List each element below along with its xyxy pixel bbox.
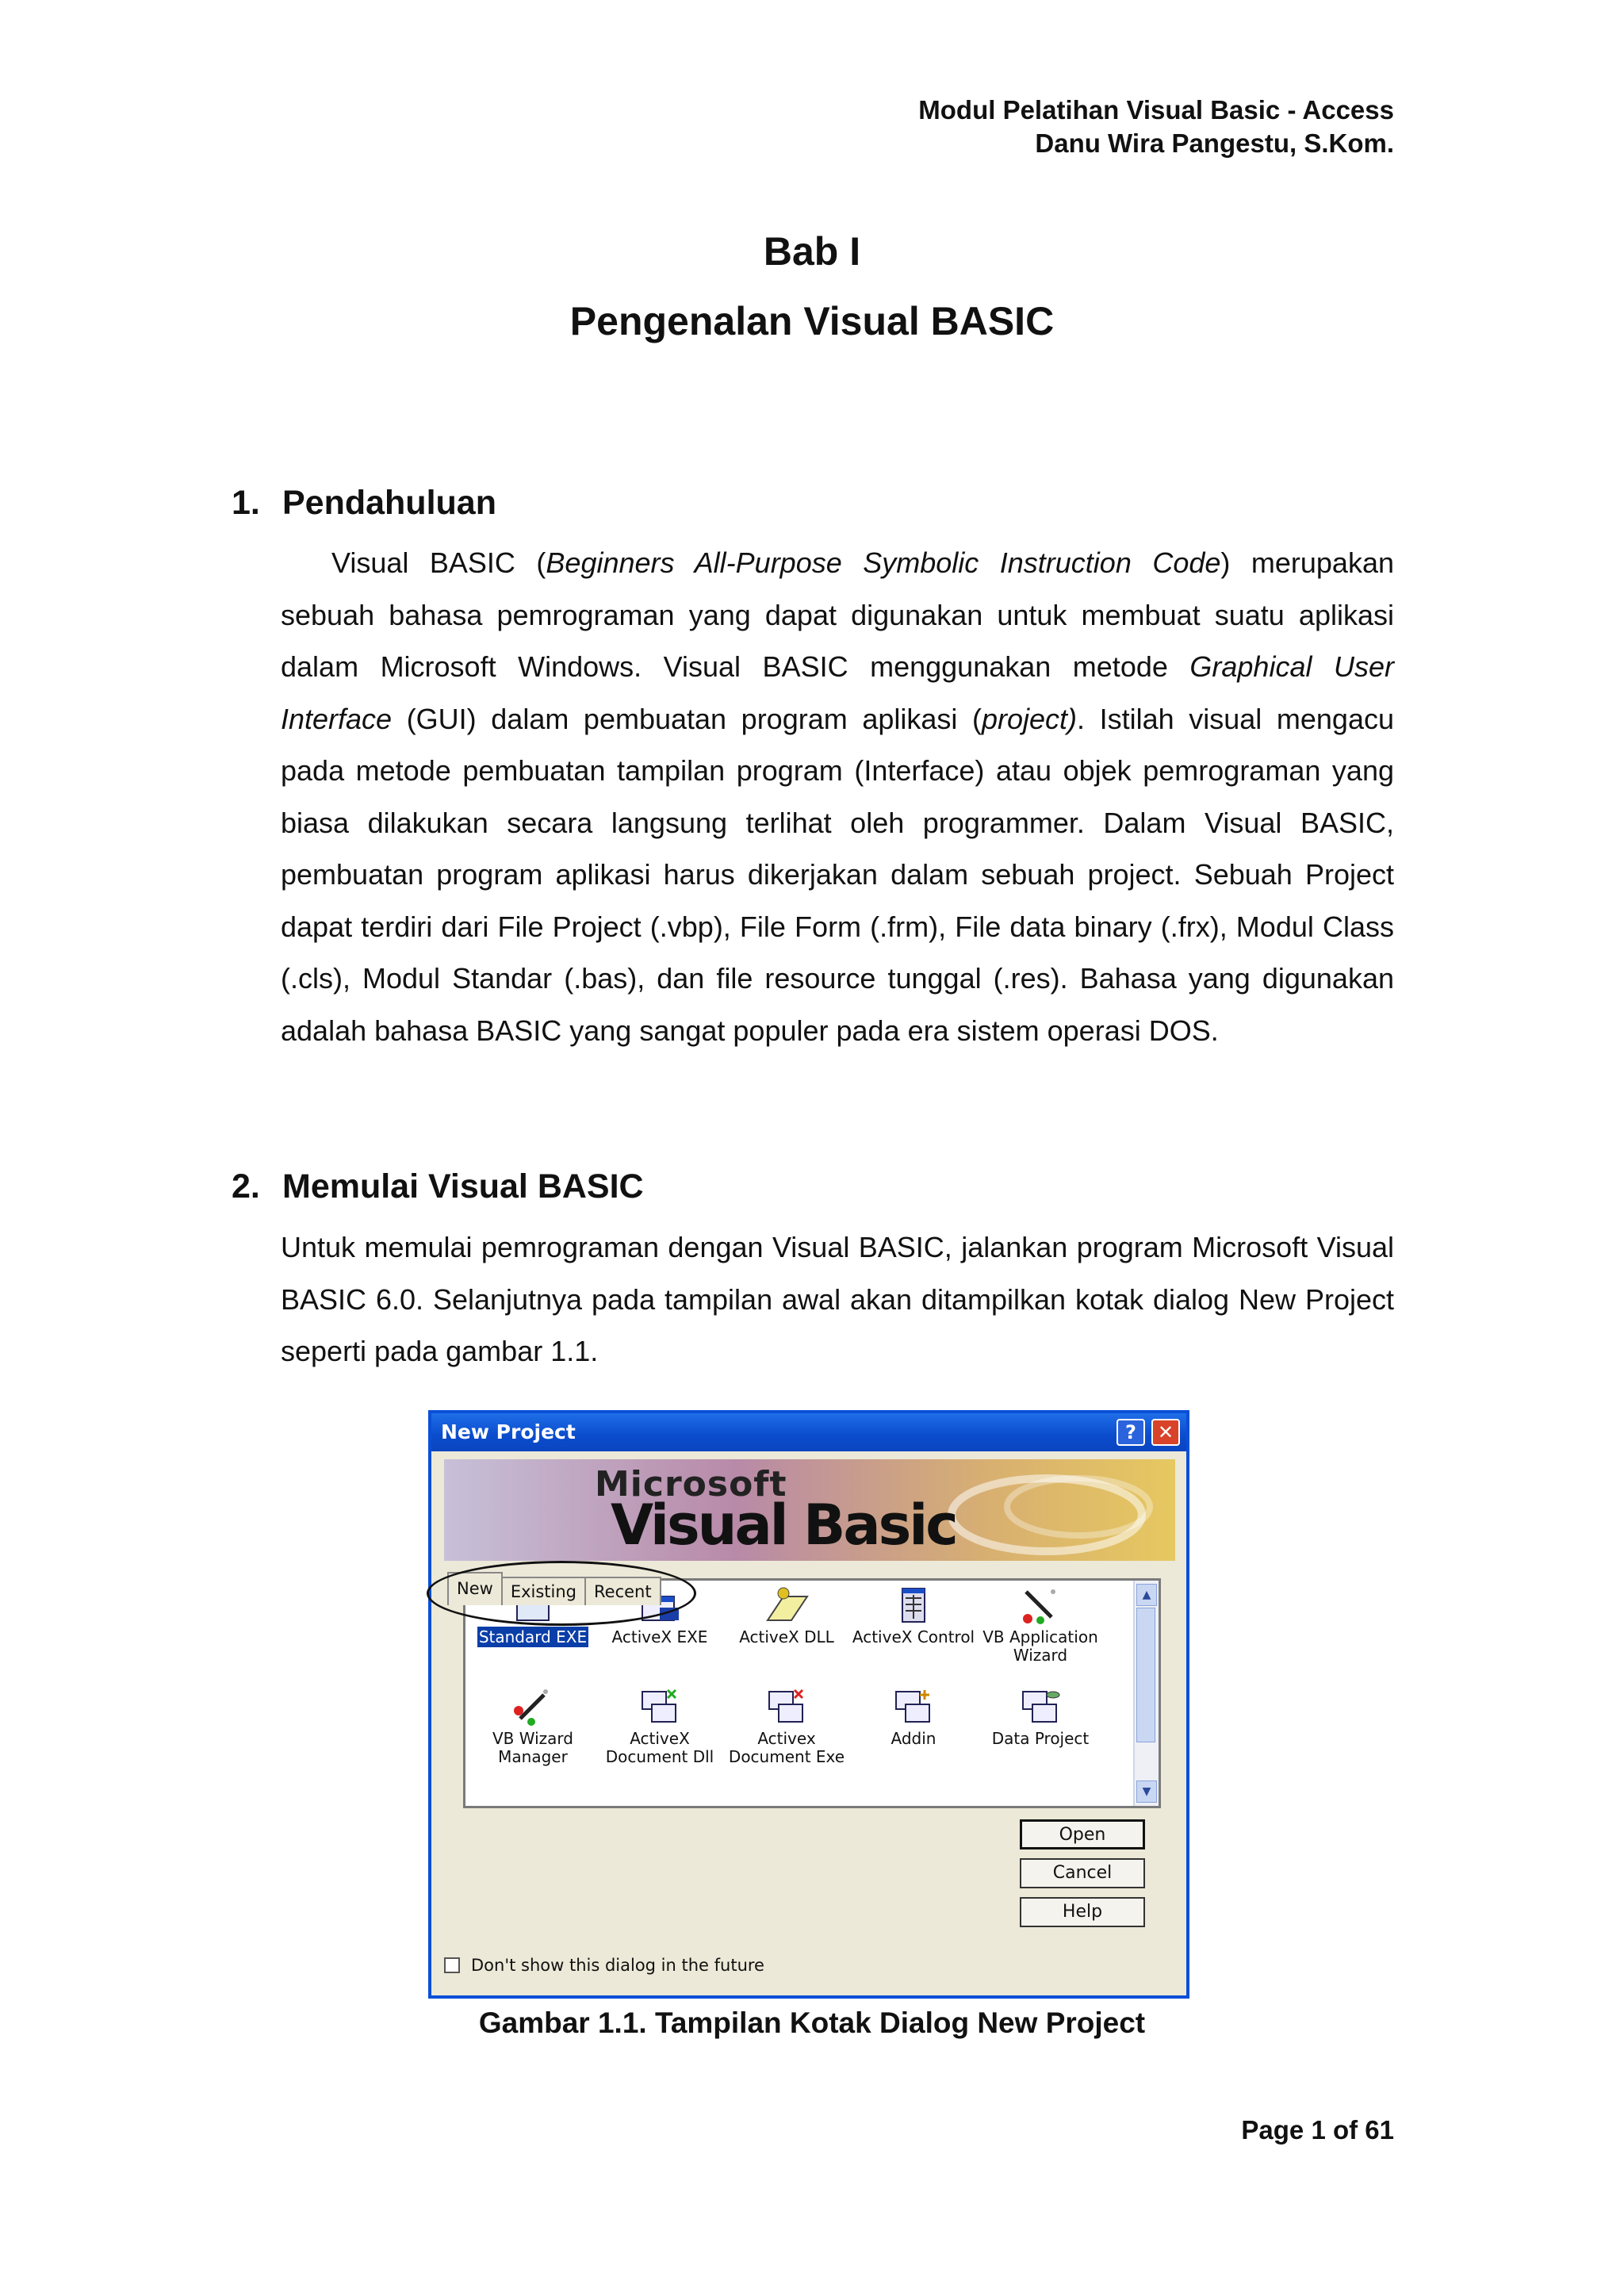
cancel-button[interactable]: Cancel xyxy=(1020,1858,1145,1888)
banner-microsoft: Microsoft xyxy=(595,1464,787,1504)
wizard-manager-icon xyxy=(509,1687,557,1727)
tab-new[interactable]: New xyxy=(447,1572,503,1605)
close-icon[interactable]: ✕ xyxy=(1151,1419,1180,1446)
page-number: Page 1 of 61 xyxy=(1241,2115,1394,2145)
text-run: Visual BASIC ( xyxy=(331,546,546,579)
section-2-heading xyxy=(232,1167,644,1206)
list-item-addin[interactable] xyxy=(846,1687,981,1748)
dont-show-label[interactable]: Don't show this dialog in the future xyxy=(471,1956,764,1975)
section-1-title: Pendahuluan xyxy=(282,484,496,522)
item-label: ActiveX Document Dll xyxy=(605,1729,714,1766)
item-label: VB Application Wizard xyxy=(982,1627,1098,1665)
dont-show-checkbox[interactable] xyxy=(444,1957,460,1973)
data-project-icon xyxy=(1017,1687,1064,1727)
section-1-paragraph xyxy=(281,537,1394,1056)
chapter-title: Pengenalan Visual BASIC xyxy=(569,299,1055,343)
activex-document-dll-icon xyxy=(636,1687,684,1727)
open-button[interactable]: Open xyxy=(1020,1819,1145,1849)
activex-control-icon xyxy=(890,1585,937,1625)
text-run: . Istilah visual mengacu pada metode pembuatan tampilan program (Interface) atau objek pemrograman yang biasa dilakukan secara langsung terlihat oleh programmer. Dalam Visual BASIC, pembuatan program aplikasi harus dikerjakan dalam sebuah project. Sebuah Project dapat terdiri dari File Project (.vbp), File Form (.frm), File data binary (.frx), Modul Class (.cls), Modul Standar (.bas), dan file resource tunggal (.res). Bahasa yang digunakan adalah bahasa BASIC yang sangat populer pada era sistem operasi DOS. xyxy=(281,702,1394,1047)
list-scrollbar[interactable] xyxy=(1133,1581,1159,1806)
activex-document-exe-icon xyxy=(763,1687,810,1727)
addin-icon xyxy=(890,1687,937,1727)
text-run-italic: Graphical User Interface xyxy=(281,650,1394,735)
section-1-body xyxy=(281,537,1394,1056)
list-item-vb-wizard-manager[interactable] xyxy=(465,1687,600,1766)
header-module-title: Modul Pelatihan Visual Basic - Access xyxy=(918,95,1394,125)
new-project-dialog xyxy=(428,1410,1189,1999)
scroll-thumb[interactable] xyxy=(1136,1608,1155,1742)
figure-caption: Gambar 1.1. Tampilan Kotak Dialog New Project xyxy=(478,2007,1146,2039)
list-item-vb-application-wizard[interactable] xyxy=(973,1585,1108,1665)
item-label: ActiveX DLL xyxy=(739,1627,834,1646)
text-run: ) merupakan sebuah bahasa pemrograman yang dapat digunakan untuk membuat suatu aplikasi dalam Microsoft Windows. Visual BASIC menggunakan metode xyxy=(281,546,1394,683)
chapter-label: Bab I xyxy=(763,229,861,274)
help-button[interactable]: Help xyxy=(1020,1897,1145,1927)
text-run: (GUI) dalam pembuatan program aplikasi ( xyxy=(392,702,982,735)
item-label: ActiveX EXE xyxy=(611,1627,708,1646)
item-label: Activex Document Exe xyxy=(728,1729,845,1766)
tab-existing[interactable]: Existing xyxy=(501,1577,586,1605)
dialog-title: New Project xyxy=(441,1420,576,1443)
section-2-number: 2. xyxy=(232,1167,260,1205)
header-author: Danu Wira Pangestu, S.Kom. xyxy=(1035,128,1394,158)
scroll-down-icon[interactable]: ▼ xyxy=(1136,1780,1157,1803)
banner-visual-basic: Visual Basic xyxy=(611,1493,956,1558)
wizard-icon xyxy=(1017,1585,1064,1625)
section-2-body xyxy=(281,1221,1394,1378)
tabs-highlight-ellipse xyxy=(427,1561,696,1626)
list-item-activex-dll[interactable] xyxy=(719,1585,854,1646)
activex-dll-icon xyxy=(763,1585,810,1625)
item-label: Data Project xyxy=(991,1729,1090,1748)
scroll-up-icon[interactable]: ▲ xyxy=(1136,1584,1157,1606)
dont-show-row xyxy=(444,1956,764,1975)
item-label: VB Wizard Manager xyxy=(492,1729,573,1766)
running-header xyxy=(918,94,1394,160)
section-1-heading xyxy=(232,484,496,523)
tab-recent[interactable]: Recent xyxy=(584,1577,661,1605)
list-item-activex-document-exe[interactable] xyxy=(719,1687,854,1766)
item-label: Addin xyxy=(891,1729,936,1748)
help-icon[interactable]: ? xyxy=(1116,1419,1145,1446)
list-item-activex-document-dll[interactable] xyxy=(592,1687,727,1766)
vb-banner xyxy=(444,1459,1175,1561)
list-item-data-project[interactable] xyxy=(973,1687,1108,1748)
item-label: Standard EXE xyxy=(478,1627,588,1646)
dialog-titlebar[interactable] xyxy=(431,1413,1186,1451)
section-2-title: Memulai Visual BASIC xyxy=(282,1167,644,1205)
item-label: ActiveX Control xyxy=(852,1627,975,1646)
section-1-number: 1. xyxy=(232,484,260,522)
text-run-italic: project) xyxy=(981,702,1078,735)
list-item-activex-control[interactable] xyxy=(846,1585,981,1646)
text-run-italic: Beginners All-Purpose Symbolic Instruction Code xyxy=(546,546,1221,579)
section-2-paragraph: Untuk memulai pemrograman dengan Visual BASIC, jalankan program Microsoft Visual BASIC 6.0. Selanjutnya pada tampilan awal akan ditampilkan kotak dialog New Project seperti pada gambar 1.1. xyxy=(281,1231,1394,1367)
